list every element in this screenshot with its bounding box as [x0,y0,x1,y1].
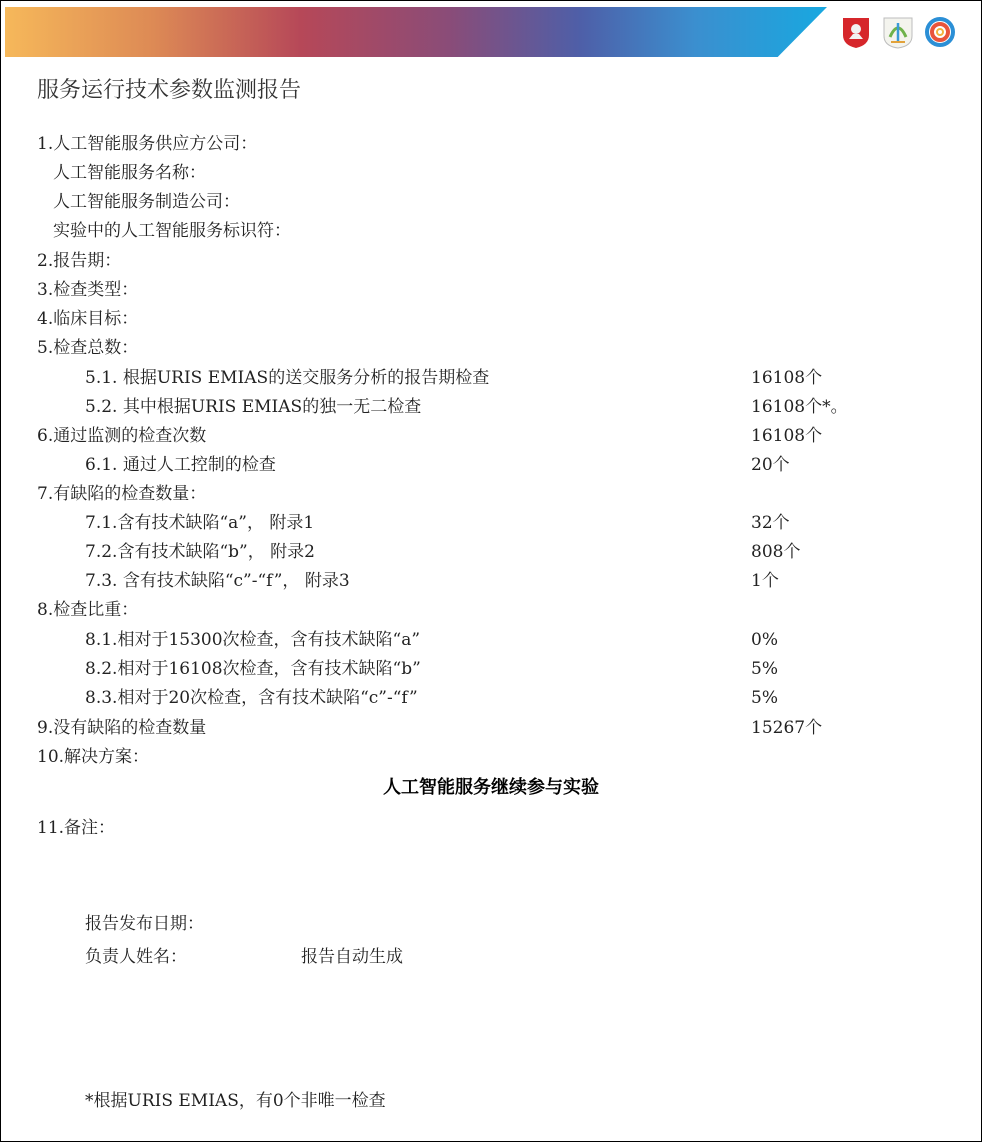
decision-text: 人工智能服务继续参与实验 [383,777,599,798]
service-id-label: 实验中的人工智能服务标识符： [53,221,291,241]
item-5-1-label: 5.1. 根据URIS EMIAS的送交服务分析的报告期检查 [85,368,490,388]
item-6-1-label: 6.1. 通过人工控制的检查 [85,455,276,475]
report-date-label: 报告发布日期： [85,914,204,934]
section-9-no-defects: 9.没有缺陷的检查数量 [37,718,207,738]
item-8-2-label: 8.2.相对于16108次检查，含有技术缺陷“b” [85,659,421,679]
section-7-defects: 7.有缺陷的检查数量： [37,484,207,504]
logo-group [839,13,957,51]
item-5-2-value: 16108个*。 [751,397,848,417]
section-6-monitored: 6.通过监测的检查次数 [37,426,207,446]
item-7-3-value: 1个 [751,571,779,591]
item-7-2-label: 7.2.含有技术缺陷“b”， 附录2 [85,542,315,562]
service-name-label: 人工智能服务名称： [53,163,206,183]
section-9-value: 15267个 [751,718,823,738]
responsible-value: 报告自动生成 [301,947,403,967]
item-8-1-value: 0% [751,630,778,650]
section-10-solution: 10.解决方案： [37,747,150,767]
item-7-1-label: 7.1.含有技术缺陷“a”， 附录1 [85,513,315,533]
item-6-1-value: 20个 [751,455,790,475]
section-6-value: 16108个 [751,426,823,446]
manufacturer-label: 人工智能服务制造公司： [53,192,240,212]
section-1-provider: 1.人工智能服务供应方公司： [37,134,258,154]
item-7-1-value: 32个 [751,513,790,533]
item-8-3-value: 5% [751,688,778,708]
item-7-3-label: 7.3. 含有技术缺陷“c”-“f”， 附录3 [85,571,350,591]
item-5-1-value: 16108个 [751,368,823,388]
item-8-2-value: 5% [751,659,778,679]
moscow-coat-of-arms-icon [839,15,873,49]
section-11-notes: 11.备注： [37,818,116,838]
section-3-type: 3.检查类型： [37,280,139,300]
item-8-1-label: 8.1.相对于15300次检查，含有技术缺陷“a” [85,630,421,650]
section-5-total: 5.检查总数： [37,338,139,358]
item-8-3-label: 8.3.相对于20次检查，含有技术缺陷“c”-“f” [85,688,418,708]
dept-health-emblem-icon [881,15,915,49]
item-5-2-label: 5.2. 其中根据URIS EMIAS的独一无二检查 [85,397,422,417]
section-2-period: 2.报告期： [37,251,122,271]
report-title: 服务运行技术参数监测报告 [37,78,302,103]
section-8-ratio: 8.检查比重： [37,600,139,620]
responsible-label: 负责人姓名： [85,947,187,967]
ring-logo-icon [923,15,957,49]
section-4-goal: 4.临床目标： [37,309,139,329]
header-banner [5,7,827,57]
footnote: *根据URIS EMIAS，有0个非唯一检查 [85,1091,386,1111]
item-7-2-value: 808个 [751,542,801,562]
